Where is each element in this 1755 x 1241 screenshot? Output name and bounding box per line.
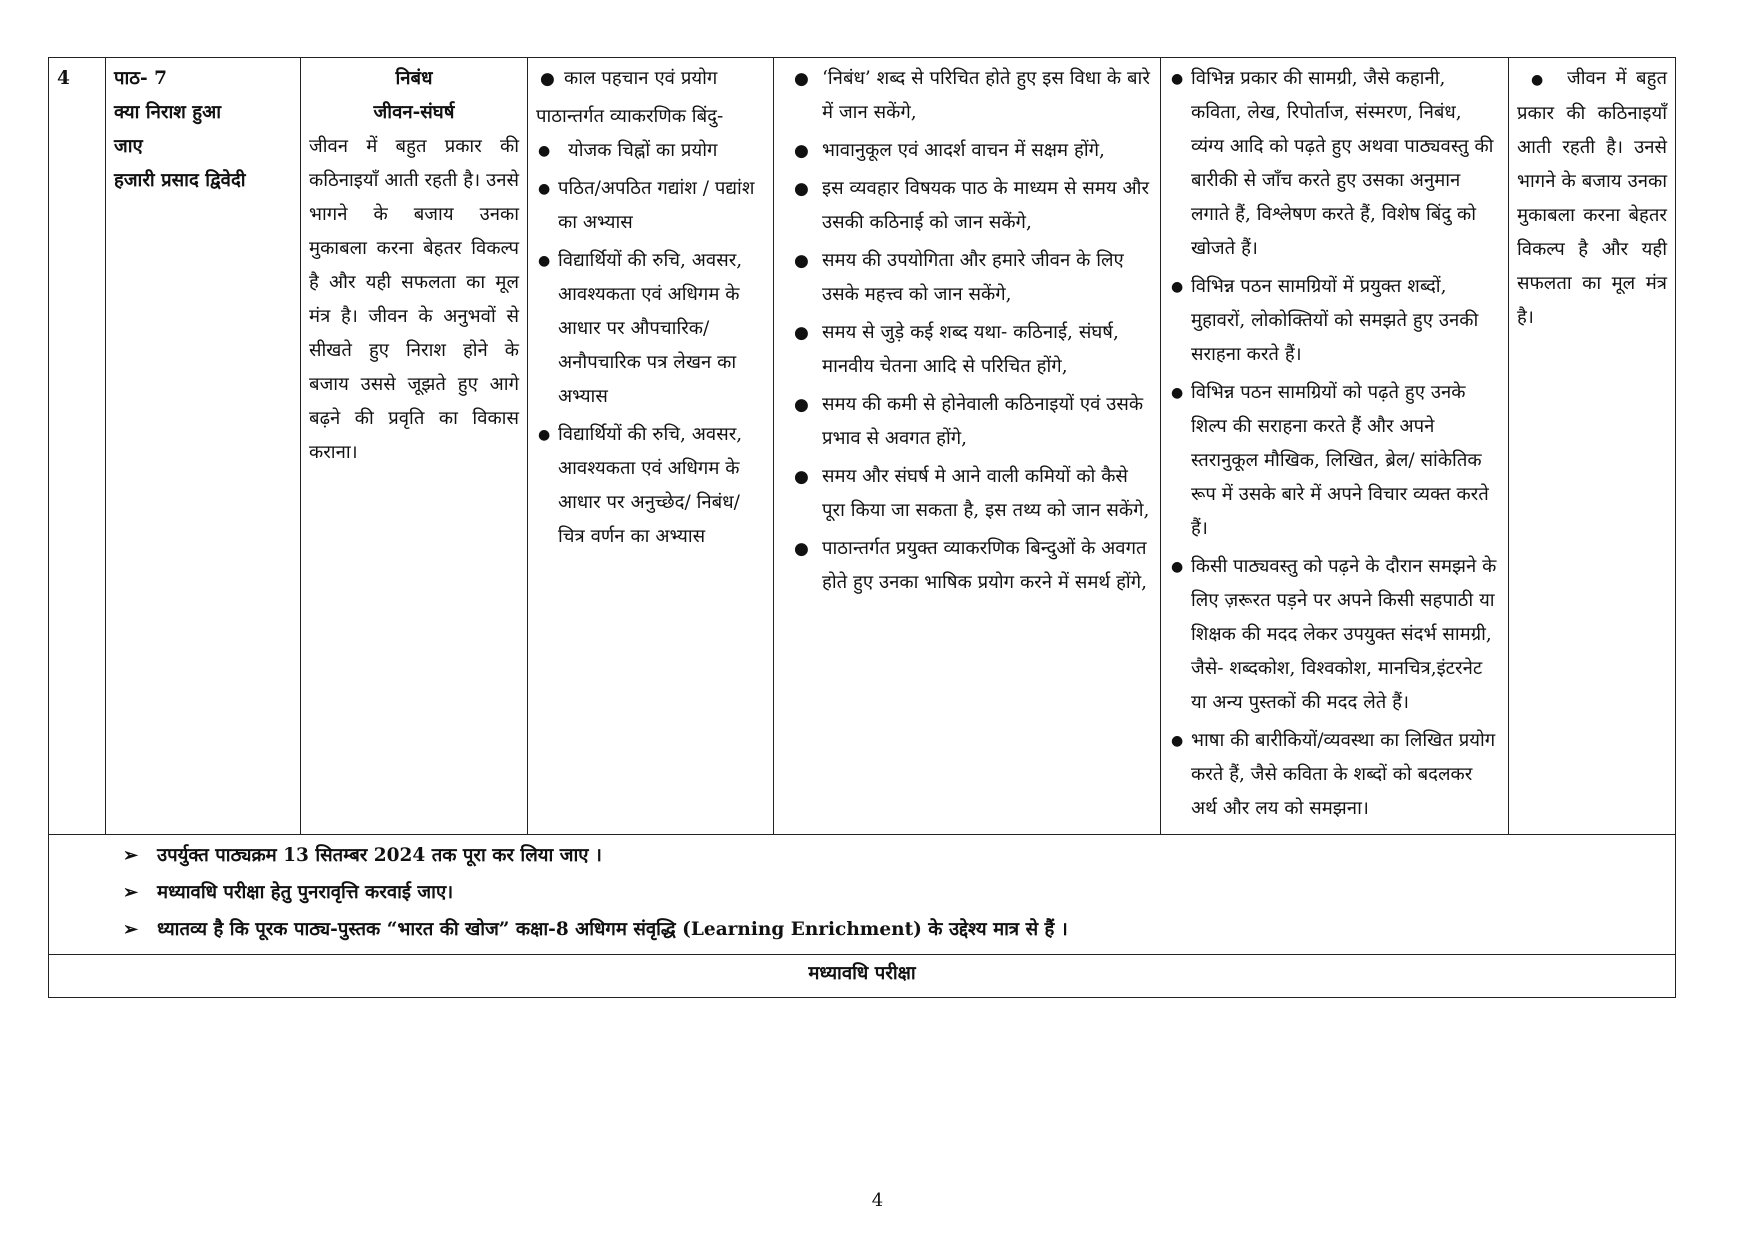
objective-item: ● समय से जुड़े कई शब्द यथा- कठिनाई, संघर्ष, मानवीय चेतना आदि से परिचित होंगे, — [782, 316, 1152, 384]
objectives-list — [782, 62, 1152, 600]
curriculum-table — [48, 57, 1676, 998]
value-text: जीवन में बहुत प्रकार की कठिनाइयाँ आती रहती है। उनसे भागने के बजाय उनका मुकाबला करना बेहतर विकल्प है और यही सफलता का मूल मंत्र है। — [1517, 68, 1667, 328]
essay-description: जीवन में बहुत प्रकार की कठिनाइयाँ आती रहती है। उनसे भागने के बजाय उनका मुकाबला करना बेहतर विकल्प है और यही सफलता का मूल मंत्र है। जीवन के अनुभवों से सीखते हुए निराश होने के बजाय उससे जूझते हुए आगे बढ़ने की प्रवृति का विकास कराना। — [309, 136, 519, 463]
exam-cell — [49, 955, 1676, 998]
grammar-subheading: पाठान्तर्गत व्याकरणिक बिंदु- — [536, 106, 724, 127]
note-item — [123, 874, 1667, 911]
note-text: मध्यावधि परीक्षा हेतु पुनरावृत्ति करवाई जाए। — [157, 882, 454, 903]
lesson-unit: पाठ- 7 — [114, 68, 168, 89]
lesson-title-line1: क्या निराश हुआ — [114, 102, 222, 123]
lesson-row — [49, 58, 1676, 835]
outcomes-cell — [1161, 58, 1509, 835]
bullet-icon: ● — [1531, 72, 1544, 88]
objective-item: ● इस व्यवहार विषयक पाठ के माध्यम से समय और उसकी कठिनाई को जान सकेंगे, — [782, 172, 1152, 240]
grammar-item: ● पठित/अपठित गद्यांश / पद्यांश का अभ्यास — [536, 172, 765, 240]
objective-item: ● समय और संघर्ष मे आने वाली कमियों को कैसे पूरा किया जा सकता है, इस तथ्य को जान सकेंगे, — [782, 460, 1152, 528]
objective-item: ● भावानुकूल एवं आदर्श वाचन में सक्षम होंगे, — [782, 134, 1152, 168]
essay-cell — [301, 58, 528, 835]
grammar-item: ● योजक चिह्नों का प्रयोग — [536, 134, 765, 168]
notes-list — [57, 837, 1667, 948]
grammar-list-1 — [536, 62, 765, 96]
grammar-cell — [528, 58, 774, 835]
note-text: उपर्युक्त पाठ्यक्रम 13 सितम्बर 2024 तक पूरा कर लिया जाए । — [157, 845, 602, 866]
value-cell — [1509, 58, 1676, 835]
note-item — [123, 911, 1667, 948]
page-number: 4 — [871, 1190, 884, 1211]
objective-item: ● समय की उपयोगिता और हमारे जीवन के लिए उसके महत्त्व को जान सकेंगे, — [782, 244, 1152, 312]
outcome-item: ● विभिन्न पठन सामग्रियों को पढ़ते हुए उनके शिल्प की सराहना करते हैं और अपने स्तरानुकूल मौखिक, लिखित, ब्रेल/ सांकेतिक रूप में उसके बारे में अपने विचार व्यक्त करते हैं। — [1169, 376, 1500, 546]
exam-row — [49, 955, 1676, 998]
notes-cell — [49, 835, 1676, 955]
outcome-item: ● किसी पाठ्यवस्तु को पढ़ने के दौरान समझने के लिए ज़रूरत पड़ने पर अपने किसी सहपाठी या शिक्षक की मदद लेकर उपयुक्त संदर्भ सामग्री, जैसे- शब्दकोश, विश्वकोश, मानचित्र,इंटरनेट या अन्य पुस्तकों की मदद लेते हैं। — [1169, 550, 1500, 720]
outcomes-list — [1169, 62, 1500, 826]
lesson-author: हजारी प्रसाद द्विवेदी — [114, 170, 246, 191]
grammar-item: ● विद्यार्थियों की रुचि, अवसर, आवश्यकता एवं अधिगम के आधार पर औपचारिक/ अनौपचारिक पत्र लेखन का अभ्यास — [536, 244, 765, 414]
essay-genre: निबंध — [395, 68, 433, 89]
grammar-item: ● काल पहचान एवं प्रयोग — [536, 62, 765, 96]
serial-number-cell — [49, 58, 106, 835]
note-text: ध्यातव्य है कि पूरक पाठ्य-पुस्तक “भारत की खोज” कक्षा-8 अधिगम संवृद्धि (Learning Enrichment) के उद्देश्य मात्र से हैं । — [157, 919, 1068, 940]
grammar-item: ● विद्यार्थियों की रुचि, अवसर, आवश्यकता एवं अधिगम के आधार पर अनुच्छेद/ निबंध/ चित्र वर्णन का अभ्यास — [536, 418, 765, 554]
essay-theme: जीवन-संघर्ष — [373, 102, 455, 123]
serial-number: 4 — [57, 68, 70, 89]
arrow-bullet-icon: ➢ — [123, 882, 139, 903]
objectives-cell — [774, 58, 1161, 835]
exam-label: मध्यावधि परीक्षा — [808, 963, 916, 984]
outcome-item: ● विभिन्न प्रकार की सामग्री, जैसे कहानी, कविता, लेख, रिपोर्ताज, संस्मरण, निबंध, व्यंग्य आदि को पढ़ते हुए अथवा पाठ्यवस्तु की बारीकी से जाँच करते हुए उसका अनुमान लगाते हैं, विश्लेषण करते हैं, विशेष बिंदु को खोजते हैं। — [1169, 62, 1500, 266]
arrow-bullet-icon: ➢ — [123, 845, 139, 866]
note-item — [123, 837, 1667, 874]
lesson-cell — [106, 58, 301, 835]
objective-item: ● ‘निबंध’ शब्द से परिचित होते हुए इस विधा के बारे में जान सकेंगे, — [782, 62, 1152, 130]
objective-item: ● समय की कमी से होनेवाली कठिनाइयों एवं उसके प्रभाव से अवगत होंगे, — [782, 388, 1152, 456]
objective-item: ● पाठान्तर्गत प्रयुक्त व्याकरणिक बिन्दुओं के अवगत होते हुए उनका भाषिक प्रयोग करने में समर्थ होंगे, — [782, 532, 1152, 600]
arrow-bullet-icon: ➢ — [123, 919, 139, 940]
lesson-title-line2: जाए — [114, 136, 143, 157]
notes-row — [49, 835, 1676, 955]
outcome-item: ● विभिन्न पठन सामग्रियों में प्रयुक्त शब्दों, मुहावरों, लोकोक्तियों को समझते हुए उनकी सराहना करते हैं। — [1169, 270, 1500, 372]
grammar-list-2 — [536, 134, 765, 554]
outcome-item: ● भाषा की बारीकियों/व्यवस्था का लिखित प्रयोग करते हैं, जैसे कविता के शब्दों को बदलकर अर्थ और लय को समझना। — [1169, 724, 1500, 826]
